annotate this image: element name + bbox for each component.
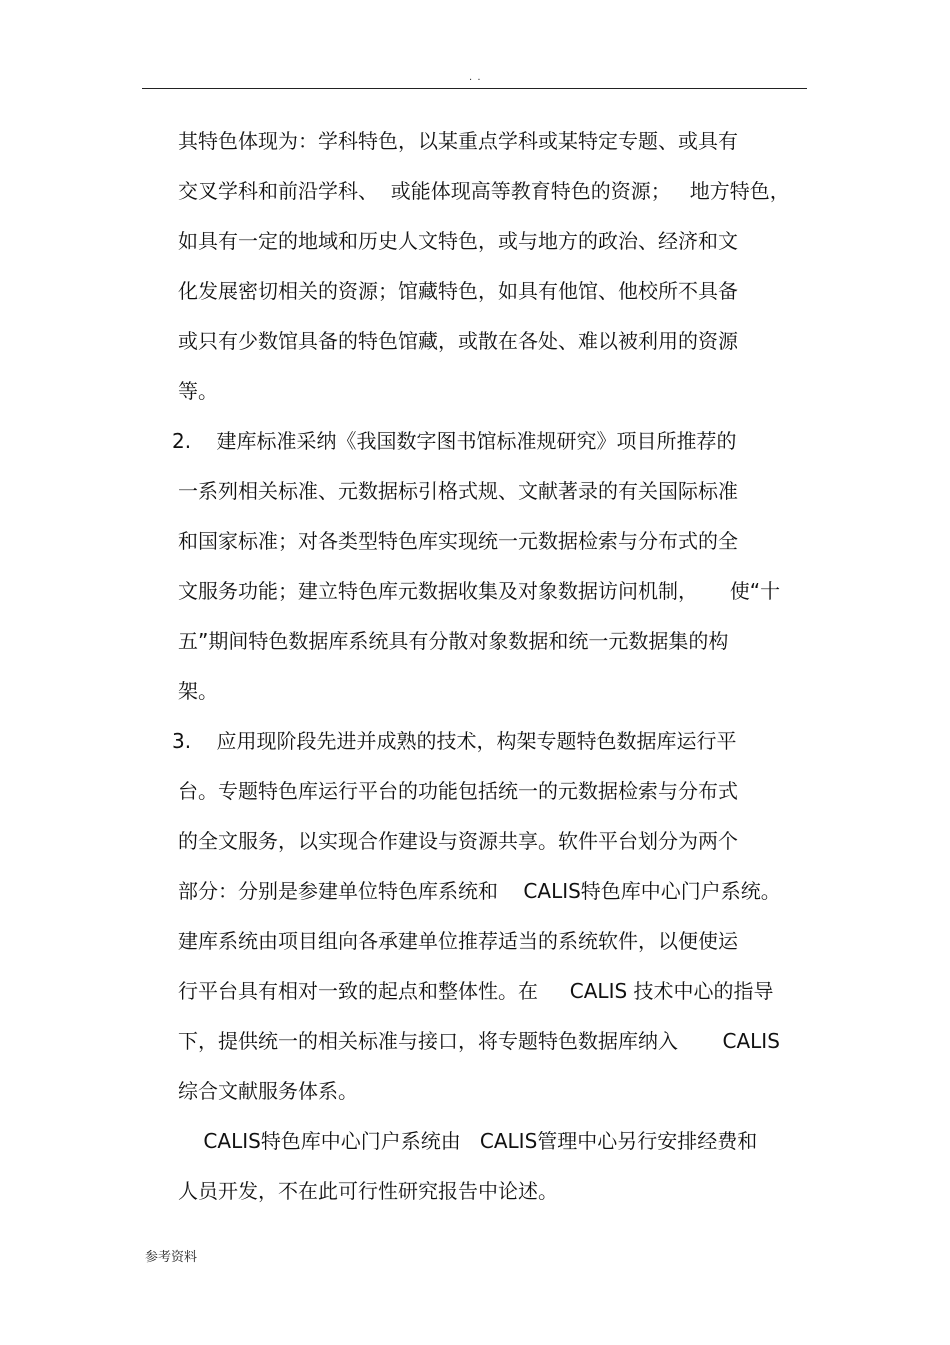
page-header-mark: . . <box>469 72 482 83</box>
body-line: 其特色体现为：学科特色，以某重点学科或某特定专题、或具有 <box>178 129 738 153</box>
body-line: 综合文献服务体系。 <box>178 1079 358 1103</box>
body-line: 台。专题特色库运行平台的功能包括统一的元数据检索与分布式 <box>178 779 738 803</box>
body-line: CALIS特色库中心门户系统由 CALIS管理中心另行安排经费和 <box>178 1129 758 1153</box>
body-line: 五”期间特色数据库系统具有分散对象数据和统一元数据集的构 <box>178 629 729 653</box>
body-line: 一系列相关标准、元数据标引格式规、文献著录的有关国际标准 <box>178 479 738 503</box>
body-line: 3. 应用现阶段先进并成熟的技术，构架专题特色数据库运行平 <box>172 729 737 753</box>
body-line: 部分：分别是参建单位特色库系统和 CALIS特色库中心门户系统。 <box>178 879 781 903</box>
body-line: 行平台具有相对一致的起点和整体性。在 CALIS 技术中心的指导 <box>178 979 774 1003</box>
body-line: 化发展密切相关的资源；馆藏特色，如具有他馆、他校所不具备 <box>178 279 738 303</box>
body-line: 交叉学科和前沿学科、 或能体现高等教育特色的资源； 地方特色， <box>178 179 790 203</box>
body-line: 文服务功能；建立特色库元数据收集及对象数据访问机制， 使“十 <box>178 579 781 603</box>
body-line: 建库系统由项目组向各承建单位推荐适当的系统软件，以便使运 <box>178 929 738 953</box>
body-line: 如具有一定的地域和历史人文特色，或与地方的政治、经济和文 <box>178 229 738 253</box>
body-line: 2. 建库标准采纳《我国数字图书馆标准规研究》项目所推荐的 <box>172 429 737 453</box>
body-line: 的全文服务，以实现合作建设与资源共享。软件平台划分为两个 <box>178 829 738 853</box>
body-line: 架。 <box>178 679 218 703</box>
body-line: 人员开发，不在此可行性研究报告中论述。 <box>178 1179 558 1203</box>
header-rule <box>142 88 807 89</box>
body-line: 或只有少数馆具备的特色馆藏，或散在各处、难以被利用的资源 <box>178 329 738 353</box>
body-line: 下，提供统一的相关标准与接口，将专题特色数据库纳入 CALIS <box>178 1029 780 1053</box>
body-line: 和国家标准；对各类型特色库实现统一元数据检索与分布式的全 <box>178 529 738 553</box>
body-line: 等。 <box>178 379 218 403</box>
footer-note: 参考资料 <box>145 1250 198 1265</box>
